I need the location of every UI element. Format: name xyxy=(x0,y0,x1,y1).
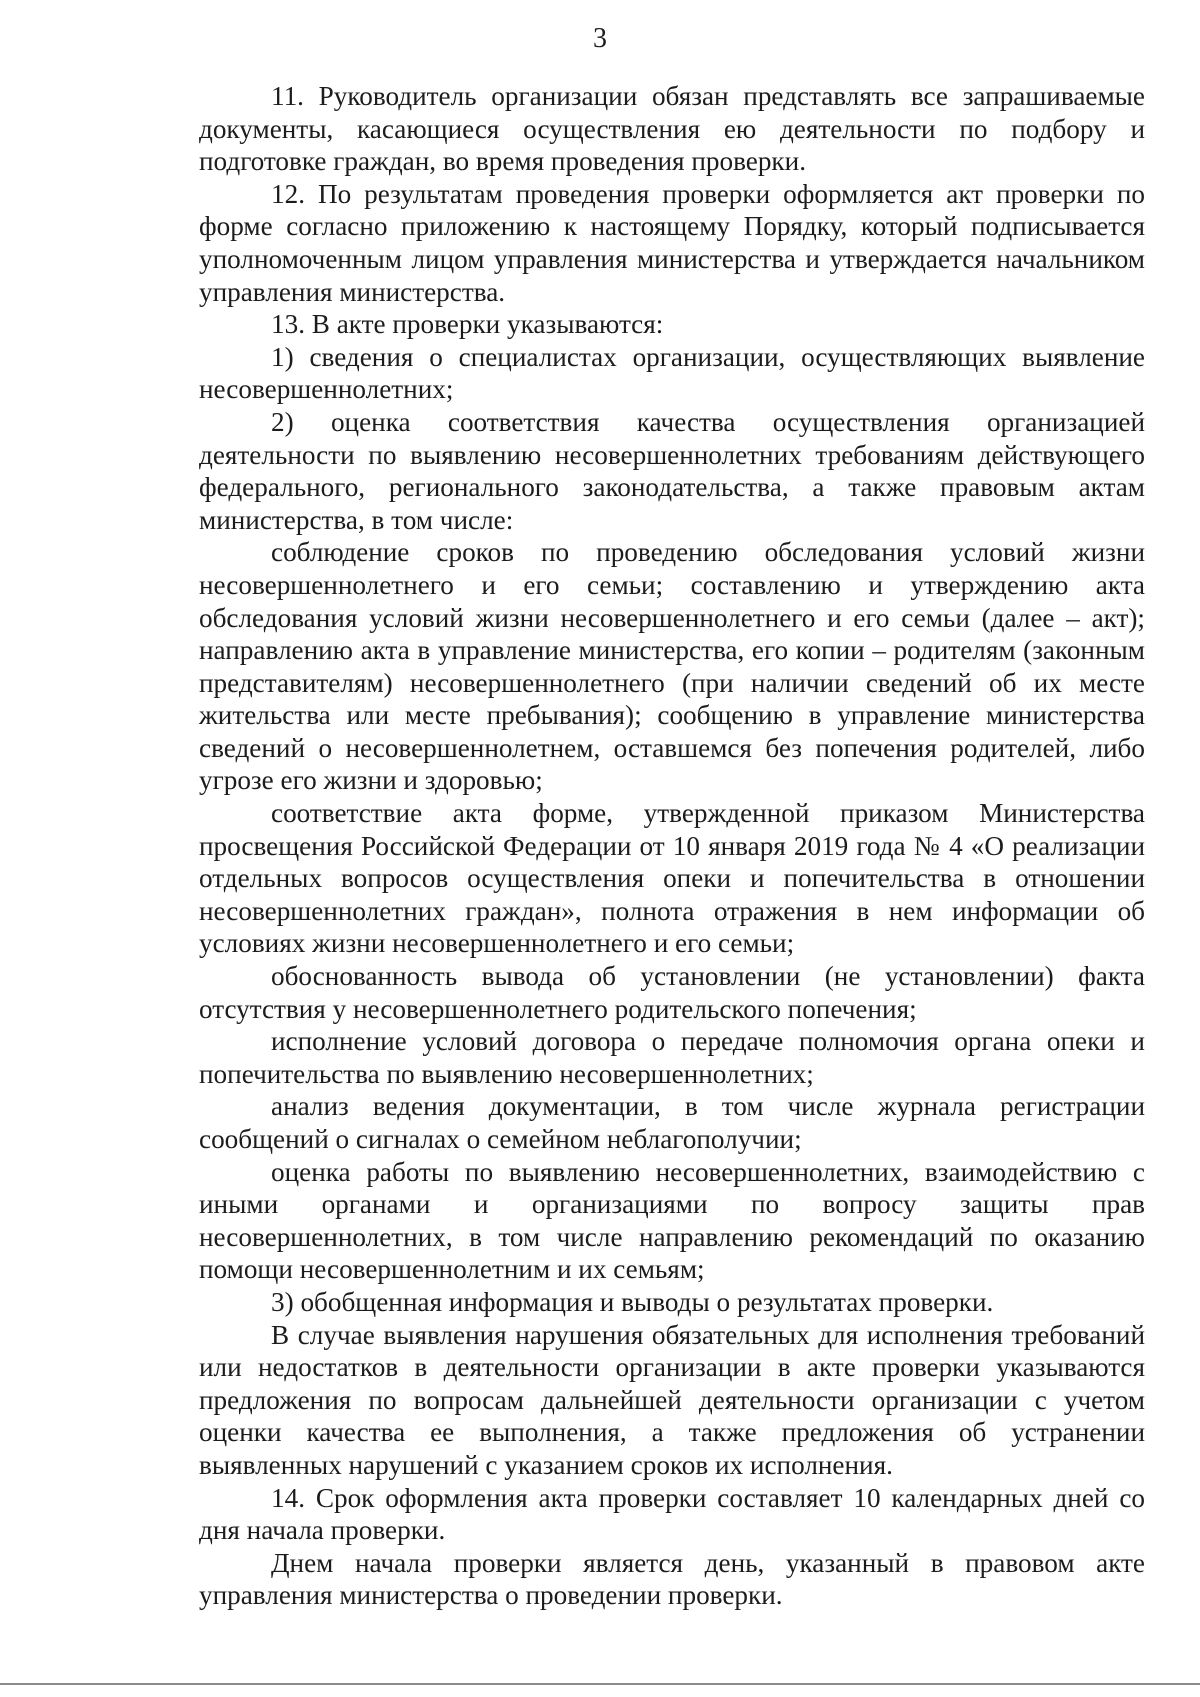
sub-item-act-form: соответствие акта форме, утвержденной приказом Министерства просвещения Российской Федерации от 10 января 2019 года № 4 «О реализации отдельных вопросов осуществления опеки и попечительства в отношении несовершеннолетних граждан», полнота отражения в нем информации об условиях жизни несовершеннолетнего и его семьи; xyxy=(199,798,1145,959)
list-item-1: 1) сведения о специалистах организации, осуществляющих выявление несовершеннолетних; xyxy=(199,341,1145,405)
paragraph-13: 13. В акте проверки указываются: xyxy=(271,309,664,340)
sub-item-conclusion: обоснованность вывода об установлении (не установлении) факта отсутствия у несовершеннолетнего родительского попечения; xyxy=(199,961,1145,1024)
paragraph-violations: В случае выявления нарушения обязательных для исполнения требований или недостатков в деятельности организации в акте проверки указываются предложения по вопросам дальнейшей деятельности организации с учетом оценки качества ее выполнения, а также предложения об устранении выявленных нарушений с указанием сроков их исполнения. xyxy=(199,1319,1145,1480)
page-number: 3 xyxy=(593,23,607,54)
sub-item-documentation: анализ ведения документации, в том числе журнала регистрации сообщений о сигналах о семейном неблагополучии; xyxy=(199,1091,1145,1154)
bottom-divider xyxy=(0,1683,1200,1685)
paragraph-12: 12. По результатам проведения проверки оформляется акт проверки по форме согласно приложению к настоящему Порядку, который подписывается уполномоченным лицом управления министерства и утверждается начальником управления министерства. xyxy=(199,178,1145,307)
paragraph-start-day: Днем начала проверки является день, указанный в правовом акте управления министерства о проведении проверки. xyxy=(199,1547,1145,1611)
list-item-3: 3) обобщенная информация и выводы о результатах проверки. xyxy=(271,1286,994,1317)
paragraph-11: 11. Руководитель организации обязан представлять все запрашиваемые документы, касающиеся осуществления ею деятельности по подбору и подготовке граждан, во время проведения проверки. xyxy=(199,81,1145,177)
list-item-2: 2) оценка соответствия качества осуществления организацией деятельности по выявлению несовершеннолетних требованиям действующего федерального, регионального законодательства, а также правовым актам министерства, в том числе: xyxy=(199,406,1145,535)
sub-item-evaluation: оценка работы по выявлению несовершеннолетних, взаимодействию с иными органами и организациями по вопросу защиты прав несовершеннолетних, в том числе направлению рекомендаций по оказанию помощи несовершеннолетним и их семьям; xyxy=(199,1156,1145,1285)
document-body xyxy=(199,80,1145,1612)
sub-item-contract: исполнение условий договора о передаче полномочия органа опеки и попечительства по выявлению несовершеннолетних; xyxy=(199,1026,1145,1089)
sub-item-deadlines: соблюдение сроков по проведению обследования условий жизни несовершеннолетнего и его семьи; составлению и утверждению акта обследования условий жизни несовершеннолетнего и его семьи (далее – акт); направлению акта в управление министерства, его копии – родителям (законным представителям) несовершеннолетнего (при наличии сведений об их месте жительства или месте пребывания); сообщению в управление министерства сведений о несовершеннолетнем, оставшемся без попечения родителей, либо угрозе его жизни и здоровью; xyxy=(199,537,1145,796)
paragraph-14: 14. Срок оформления акта проверки составляет 10 календарных дней со дня начала проверки. xyxy=(199,1482,1145,1546)
